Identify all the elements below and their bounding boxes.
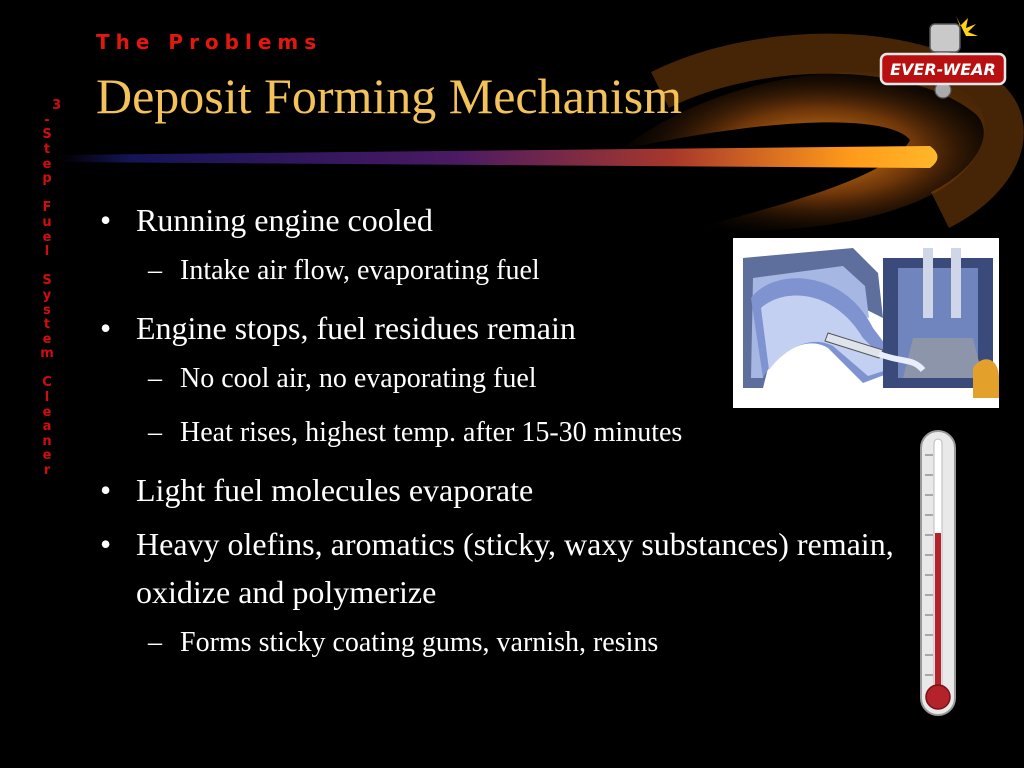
bullet-marker: •	[100, 202, 112, 238]
sub-bullet-text: No cool air, no evaporating fuel	[180, 363, 537, 394]
side-label	[34, 70, 60, 493]
dash-marker: –	[148, 417, 162, 448]
bullet-text: Engine stops, fuel residues remain	[136, 310, 576, 346]
sub-bullet-text: Forms sticky coating gums, varnish, resins	[180, 627, 659, 658]
dash-marker: –	[148, 363, 162, 394]
sub-bullet-item	[96, 412, 916, 454]
dash-marker: –	[148, 255, 162, 286]
logo-text: EVER-WEAR	[890, 60, 996, 79]
sub-bullet-item	[96, 622, 916, 664]
ever-wear-logo	[878, 14, 1008, 104]
bullet-text: Light fuel molecules evaporate	[136, 472, 534, 508]
sub-bullet-text: Intake air flow, evaporating fuel	[180, 255, 540, 286]
sub-bullet-text: Heat rises, highest temp. after 15-30 minutes	[180, 417, 683, 448]
sub-bullet-item	[96, 250, 916, 292]
slide-title: Deposit Forming Mechanism	[96, 68, 683, 124]
thermometer-image	[913, 425, 963, 725]
bullet-text: Running engine cooled	[136, 202, 433, 238]
bullet-list	[96, 196, 916, 676]
bullet-text: Heavy olefins, aromatics (sticky, waxy substances) remain, oxidize and polymerize	[136, 526, 894, 610]
section-kicker: The Problems	[96, 30, 323, 54]
bullet-item	[96, 520, 916, 616]
bullet-item	[96, 466, 916, 514]
bullet-item	[96, 304, 916, 352]
bullet-marker: •	[100, 472, 112, 508]
bullet-marker: •	[100, 310, 112, 346]
bullet-item	[96, 196, 916, 244]
sub-bullet-item	[96, 358, 916, 400]
bullet-marker: •	[100, 526, 112, 562]
dash-marker: –	[148, 627, 162, 658]
side-label-vertical: 3 - S t e p F u e l S y s t e m C l e a n e r	[40, 98, 62, 479]
